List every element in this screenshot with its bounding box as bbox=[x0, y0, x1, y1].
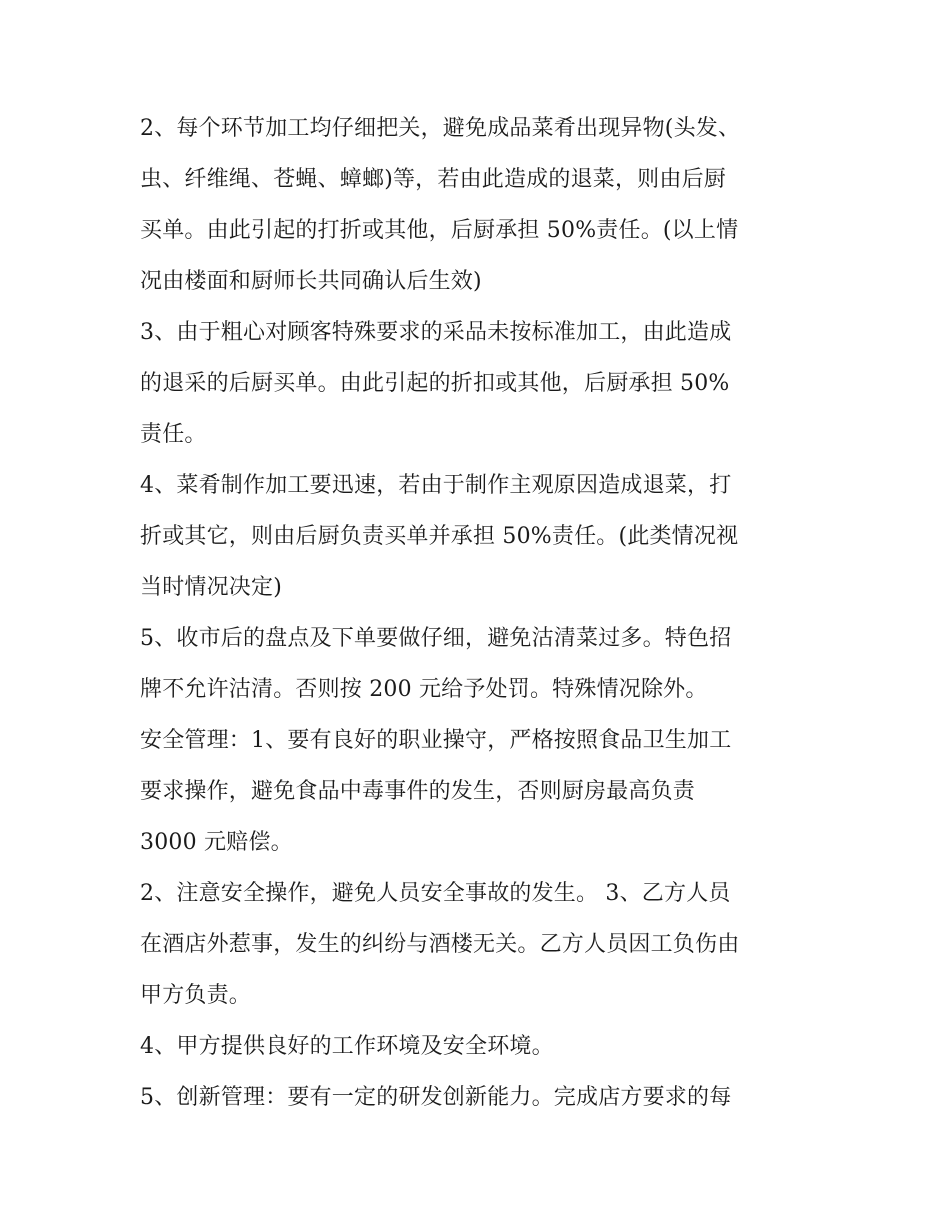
text-line: 要求操作，避免食品中毒事件的发生，否则厨房最高负责 bbox=[140, 779, 696, 804]
text-line: 牌不允许沽清。否则按 200 元给予处罚。特殊情况除外。 bbox=[140, 677, 708, 702]
text-line: 甲方负责。 bbox=[140, 983, 252, 1008]
text-line: 安全管理：1、要有良好的职业操守，严格按照食品卫生加工 bbox=[140, 728, 732, 753]
text-line: 3、由于粗心对顾客特殊要求的采品未按标准加工，由此造成 bbox=[140, 320, 732, 345]
text-line: 5、创新管理：要有一定的研发创新能力。完成店方要求的每 bbox=[140, 1085, 732, 1110]
text-line: 虫、纤维绳、苍蝇、蟑螂)等，若由此造成的退菜，则由后厨 bbox=[140, 167, 726, 192]
text-line: 4、甲方提供良好的工作环境及安全环境。 bbox=[140, 1034, 554, 1059]
text-line: 当时情况决定) bbox=[140, 575, 282, 600]
text-line: 4、菜肴制作加工要迅速，若由于制作主观原因造成退菜，打 bbox=[140, 473, 732, 498]
text-line: 的退采的后厨买单。由此引起的折扣或其他，后厨承担 50% bbox=[140, 371, 730, 396]
document-body bbox=[140, 103, 820, 1123]
text-line: 3000 元赔偿。 bbox=[140, 830, 293, 855]
text-line: 况由楼面和厨师长共同确认后生效) bbox=[140, 269, 482, 294]
text-line: 在酒店外惹事，发生的纠纷与酒楼无关。乙方人员因工负伤由 bbox=[140, 932, 740, 957]
text-line: 2、注意安全操作，避免人员安全事故的发生。 3、乙方人员 bbox=[140, 881, 731, 906]
text-line: 2、每个环节加工均仔细把关，避免成品菜肴出现异物(头发、 bbox=[140, 116, 741, 141]
text-line: 5、收市后的盘点及下单要做仔细，避免沽清菜过多。特色招 bbox=[140, 626, 732, 651]
text-line: 责任。 bbox=[140, 422, 207, 447]
text-line: 买单。由此引起的打折或其他，后厨承担 50%责任。(以上情 bbox=[140, 218, 739, 243]
text-line: 折或其它，则由后厨负责买单并承担 50%责任。(此类情况视 bbox=[140, 524, 739, 549]
